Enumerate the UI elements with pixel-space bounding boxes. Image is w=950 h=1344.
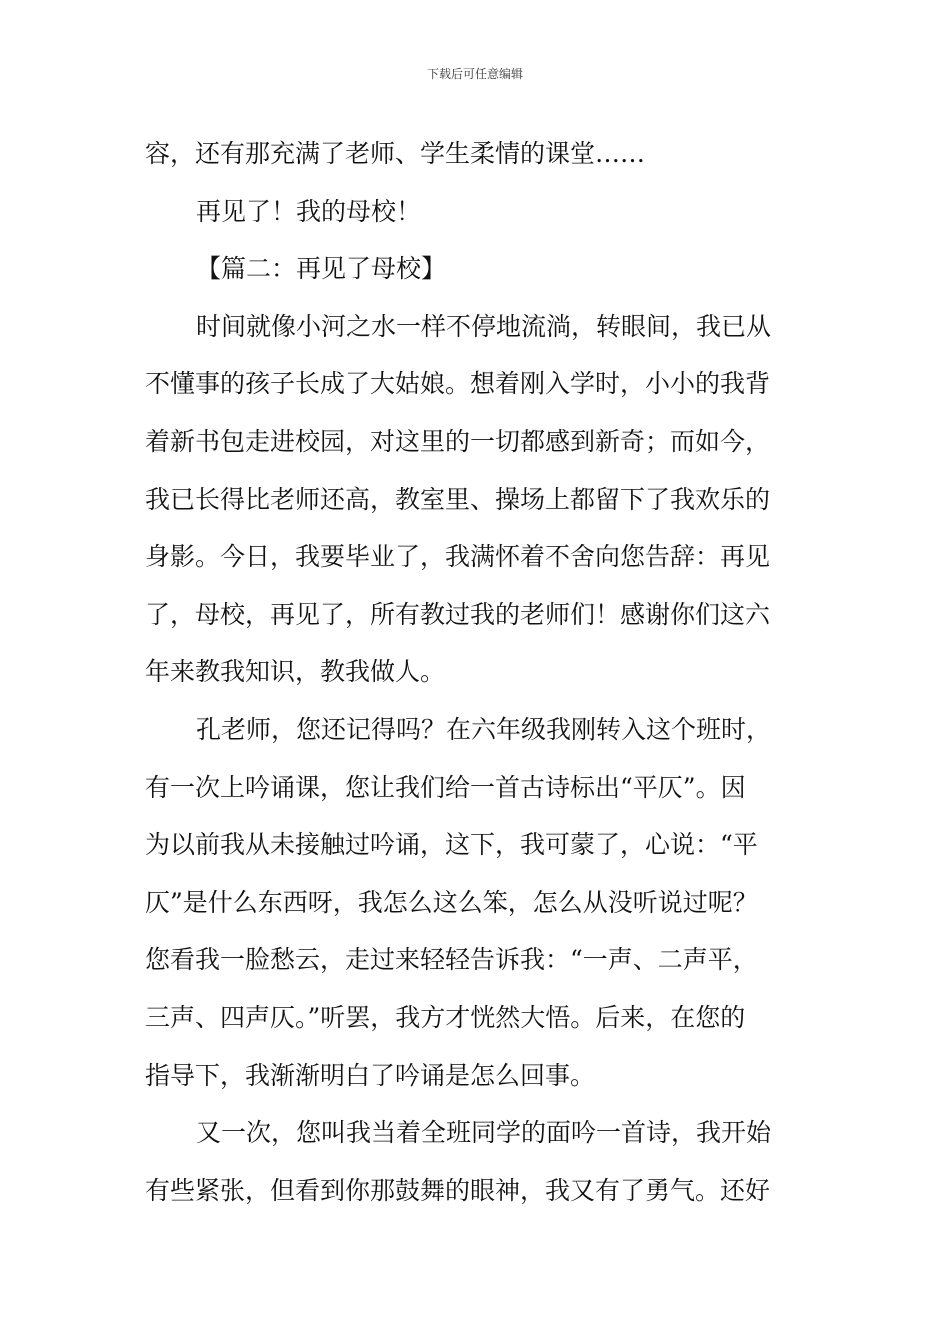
text-line: 了，母校，再见了，所有教过我的老师们！感谢你们这六 — [145, 599, 771, 629]
text-line: 年来教我知识，教我做人。 — [145, 657, 446, 687]
text-line: 不懂事的孩子长成了大姑娘。想着刚入学时，小小的我背 — [145, 369, 771, 399]
section-heading: 【篇二：再见了母校】 — [196, 254, 447, 284]
text-line: 再见了！我的母校！ — [196, 196, 422, 226]
text-line: 三声、四声仄。”听罢，我方才恍然大悟。后来，在您的 — [145, 1002, 746, 1032]
document-body — [145, 125, 810, 1219]
text-line: 容，还有那充满了老师、学生柔情的课堂…… — [145, 139, 646, 168]
text-line: 身影。今日，我要毕业了，我满怀着不舍向您告辞：再见 — [145, 542, 771, 572]
text-line: 您看我一脸愁云，走过来轻轻告诉我：“一声、二声平， — [145, 945, 758, 975]
page-header: 下载后可任意编辑 — [426, 67, 523, 81]
text-line: 指导下，我渐渐明白了吟诵是怎么回事。 — [145, 1060, 596, 1090]
text-line: 仄”是什么东西呀，我怎么这么笨，怎么从没听说过呢？ — [145, 887, 758, 917]
text-line: 着新书包走进校园，对这里的一切都感到新奇；而如今， — [145, 426, 771, 456]
text-line: 我已长得比老师还高，教室里、操场上都留下了我欢乐的 — [145, 484, 771, 514]
text-line: 有一次上吟诵课，您让我们给一首古诗标出“平仄”。因 — [145, 772, 746, 802]
text-line: 孔老师，您还记得吗？在六年级我刚转入这个班时， — [196, 714, 772, 744]
text-line: 又一次，您叫我当着全班同学的面吟一首诗，我开始 — [196, 1118, 772, 1148]
text-line: 为以前我从未接触过吟诵，这下，我可蒙了，心说：“平 — [145, 830, 758, 860]
text-line: 时间就像小河之水一样不停地流淌，转眼间，我已从 — [196, 311, 772, 341]
text-line: 有些紧张，但看到你那鼓舞的眼神，我又有了勇气。还好 — [145, 1175, 771, 1205]
